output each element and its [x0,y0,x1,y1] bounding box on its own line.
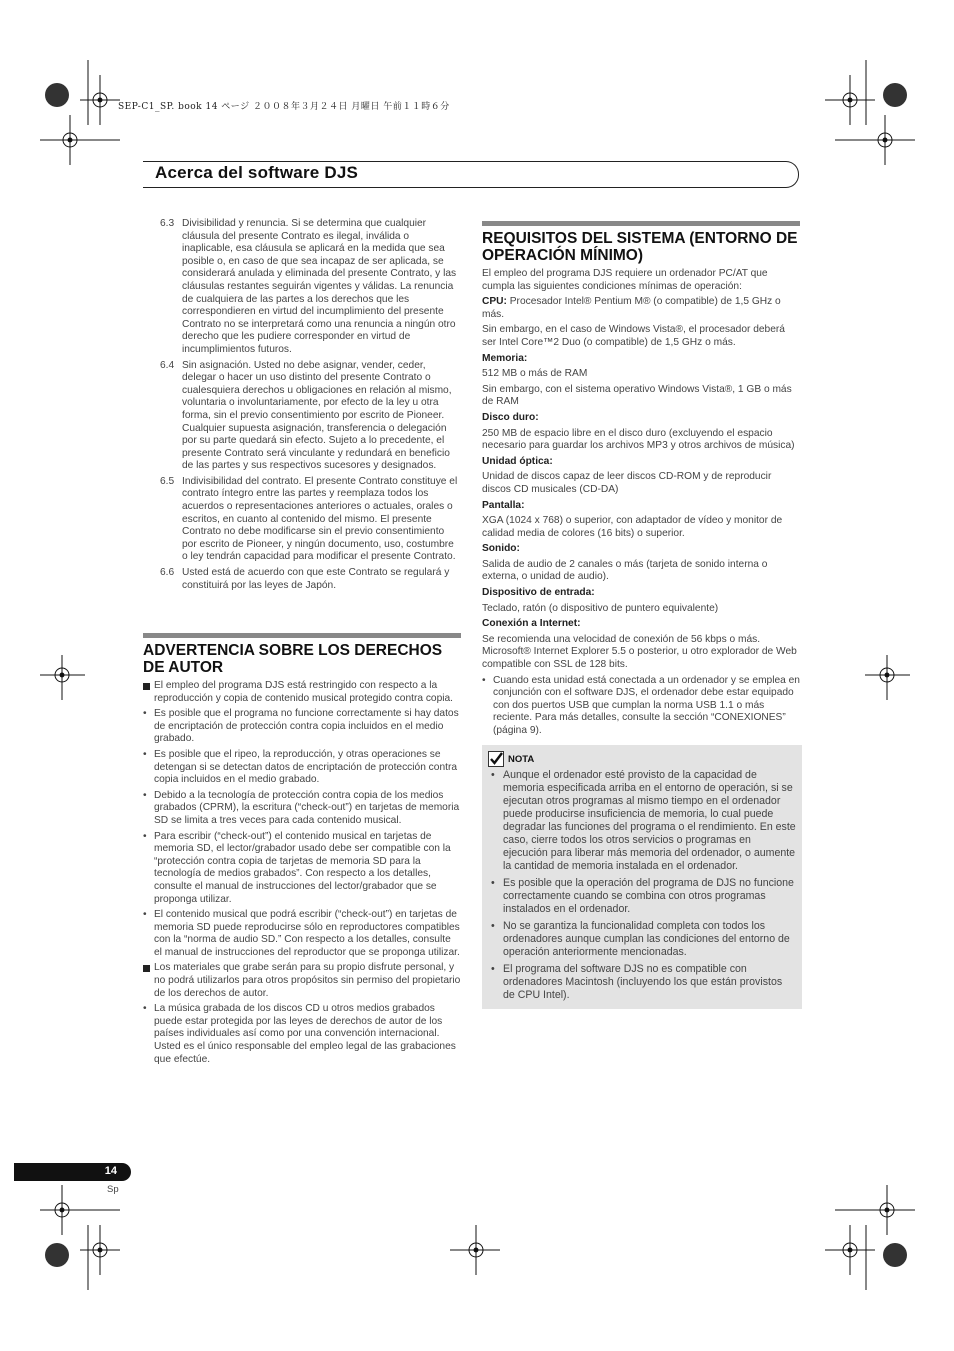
list-item: • Aunque el ordenador esté provisto de la capacidad de memoria especificada arriba en el entorno de operación, si se ejecutan otros programas al mismo tiempo en el ordenador puede producirse insuficiencia de memoria, lo cual puede degradar las funciones del programa o el rendimiento. En este caso, cierre todos los otros servicios o programas en ejecución para liberar más memoria del ordenador, o aumente la cantidad de memoria instalada en el ordenador. [491,769,796,872]
list-item: • La música grabada de los discos CD u otros medios grabados puede estar protegida por las leyes de derechos de autor de los países individuales así como por una convención internacional. Usted es el único responsable del empleo legal de las grabaciones que efectúe. [143,1003,456,1065]
clause-6-3 [142,218,460,357]
cpu-label: CPU: [482,296,507,308]
dot-bullet-icon: • [143,748,147,760]
language-code: Sp [107,1184,119,1195]
list-item: • Debido a la tecnología de protección contra copia de los medios grabados (CPRM), la escritura (“check-out”) en tarjetas de memoria SD se limita a tres veces para cada contenido musical. [143,789,460,826]
disk-label: Disco duro: [482,411,539,423]
dot-bullet-icon: • [143,789,147,801]
copyright-section [143,633,461,1069]
page-number: 14 [104,1165,117,1177]
list-item: • Es posible que el programa no funcione correctamente si hay datos de encriptación de protección contra copia incluidos en el medio grabado. [143,708,459,745]
clause-number: 6.3 [160,218,175,229]
dot-bullet-icon: • [143,708,147,720]
clause-text: Divisibilidad y renuncia. Si se determina que cualquier cláusula del presente Contrato es ilegal, inválida o inaplicable, esa cláusula se aplicará en la medida que sea posible o, en caso de que sea incapaz de ser aplicada, se considerará anulada y eliminada del presente Contrato, y las cláusulas restantes seguirán vigentes y válidas. La renuncia de cualquiera de las partes a los derechos que les correspondieren en virtud del incumplimiento del presente Contrato no se interpretará como una renuncia a ningún otro derecho que les pudiere corresponder en virtud de incumplimientos futuros. [182,218,457,355]
clause-text: Indivisibilidad del contrato. El presente Contrato constituye el contrato íntegro entre las partes y reemplaza todos los acuerdos o representaciones anteriores o actuales, orales o escritos, en cuanto al contenido del mismo. El presente Contrato no debe modificarse sin el previo consentimiento por escrito de Pioneer, y ningún documento, uso, costumbre o ley tendrán capacidad para modificar el presente Contrato. [182,475,458,563]
list-item: • Es posible que el ripeo, la reproducción, y otras operaciones se detengan si se detectan datos de encriptación de protección contra copia incluidos en el medio grabado. [143,748,457,786]
dot-bullet-icon: • [491,920,495,932]
list-item: • Para escribir (“check-out”) el contenido musical en tarjetas de memoria SD, el lector/grabador usado debe ser compatible con la “protección contra copia de tarjetas de memoria SD para la tecnología de medios grabados”. Con respecto a los detalles, consulte el manual de instrucciones del lector/grabador que se proponga utilizar. [143,830,451,905]
input-label: Dispositivo de entrada: [482,587,595,599]
copyright-heading: ADVERTENCIA SOBRE LOS DERECHOS DE AUTOR [143,642,443,676]
clause-text: Sin asignación. Usted no debe asignar, vender, ceder, delegar o hacer un uso distinto del presente Contrato o cualesquiera derechos u obligaciones en relación al mismo, voluntaria o involuntariamente, por efecto de la ley u otra forma, sin el previo consentimiento por escrito de Pioneer. Cualquier supuesta asignación, transferencia o delegación por su parte quedará sin efecto. Sujeto a lo precedente, el presente Contrato será vinculante y redundará en beneficio de las partes y sus respectivos sucesores y designados. [182,359,452,472]
square-bullet-icon [143,965,150,972]
requirements-heading: REQUISITOS DEL SISTEMA (ENTORNO DE OPERACIÓN MÍNIMO) [482,230,798,264]
input-text: Teclado, ratón (o dispositivo de puntero equivalente) [482,602,719,614]
screen-text: XGA (1024 x 768) o superior, con adaptador de vídeo y monitor de calidad media de colores (16 bits) o superior. [482,515,783,539]
list-item: El empleo del programa DJS está restringido con respecto a la reproducción y copia de contenido musical protegido contra copia. [143,680,461,705]
right-column [482,221,800,741]
requirements-intro: El empleo del programa DJS requiere un ordenador PC/AT que cumpla las siguientes condiciones mínimas de operación: [482,268,768,292]
dot-bullet-icon: • [482,674,486,686]
list-item: • No se garantiza la funcionalidad completa con todos los ordenadores aunque cumplan las condiciones del entorno de operación anteriormente mencionadas. [491,920,790,958]
clause-6-4 [142,360,460,473]
page-number-tab [14,1163,131,1181]
square-bullet-icon [143,683,150,690]
optical-text: Unidad de discos capaz de leer discos CD-ROM y de reproducir discos CD musicales (CD-DA) [482,471,772,495]
memory-note: Sin embargo, con el sistema operativo Windows Vista®, 1 GB o más de RAM [482,383,792,408]
dot-bullet-icon: • [491,963,495,975]
clause-number: 6.5 [160,475,175,487]
clause-number: 6.4 [160,359,175,371]
list-item: • El programa del software DJS no es compatible con ordenadores Macintosh (incluyendo los que están provistos de CPU Intel). [491,963,783,1001]
list-item: Los materiales que grabe serán para su propio disfrute personal, y no podrá utilizarlos para otros propósitos sin permiso del propietario de los derechos de autor. [143,962,461,1000]
section-rule [482,221,800,226]
list-item: • Es posible que la operación del programa de DJS no funcione correctamente cuando se combina con otros programas instalados en el ordenador. [491,877,794,915]
list-item: • Cuando esta unidad está conectada a un ordenador y se emplea en conjunción con el software DJS, el ordenador debe estar equipado con dos puertos USB que cumplan la norma USB 1.1 o más reciente. Para más detalles, consulte la sección “CONEXIONES” (página 9). [482,674,800,736]
file-info-line: SEP-C1_SP. book 14 ページ ２００８年３月２４日 月曜日 午前１１時６分 [118,102,450,112]
internet-text: Se recomienda una velocidad de conexión de 56 kbps o más. Microsoft® Internet Explorer 5.5 o posterior, u otro explorador de Web compatible con SSL de 128 bits. [482,633,797,671]
memory-text: 512 MB o más de RAM [482,368,588,380]
sound-text: Salida de audio de 2 canales o más (tarjeta de sonido interna o externa, o unidad de audio). [482,558,768,583]
cpu-note: Sin embargo, en el caso de Windows Vista®, el procesador deberá ser Intel Core™2 Duo (o compatible) de 1,5 GHz o más. [482,324,785,348]
dot-bullet-icon: • [491,769,495,781]
note-box [482,745,802,1009]
dot-bullet-icon: • [143,830,147,842]
chapter-title: Acerca del software DJS [155,163,359,182]
chapter-header [143,161,799,188]
memory-label: Memoria: [482,352,528,364]
clause-number: 6.6 [160,567,175,579]
note-header [488,751,796,767]
dot-bullet-icon: • [143,909,147,921]
cpu-requirement: CPU: Procesador Intel® Pentium M® (o compatible) de 1,5 GHz o más. [482,296,781,320]
internet-label: Conexión a Internet: [482,618,581,630]
dot-bullet-icon: • [143,1003,147,1015]
list-item: • El contenido musical que podrá escribir (“check-out”) en tarjetas de memoria SD puede reproducirse sólo en reproductores compatibles con la “norma de audio SD.” Con respecto a los detalles, consulte el manual de instrucciones del reproductor que se proponga utilizar. [143,909,460,958]
dot-bullet-icon: • [491,877,495,889]
note-label: NOTA [508,753,535,765]
sound-label: Sonido: [482,543,520,555]
clause-6-6 [142,567,460,592]
checkmark-note-icon [488,751,504,767]
optical-label: Unidad óptica: [482,455,553,467]
section-rule [143,633,461,638]
clause-6-5 [142,476,460,564]
clause-text: Usted está de acuerdo con que este Contrato se regulará y constituirá por las leyes de Japón. [182,567,450,591]
screen-label: Pantalla: [482,499,525,511]
disk-text: 250 MB de espacio libre en el disco duro (excluyendo el espacio necesario para guardar los archivos MP3 y otros archivos de música) [482,427,795,452]
left-column [142,218,460,595]
